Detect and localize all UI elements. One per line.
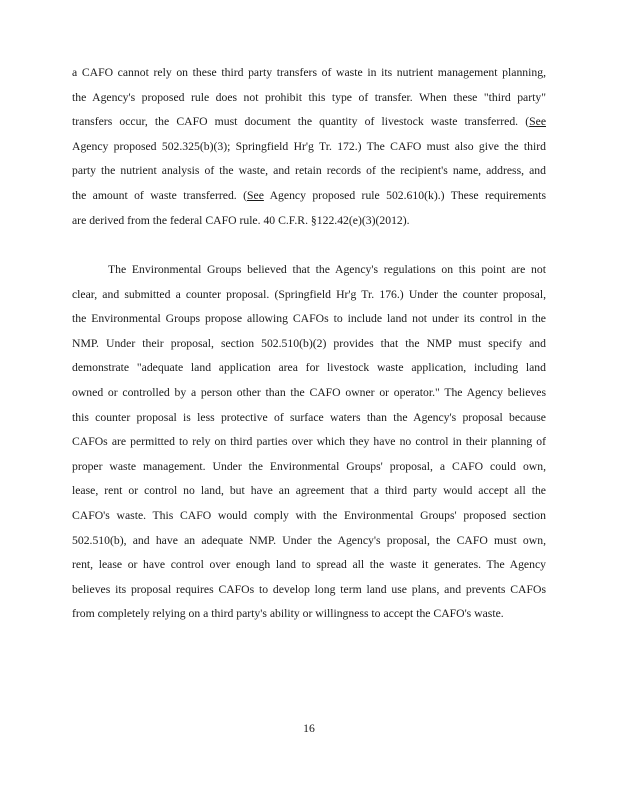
text-line: The Environmental Groups believed that the Agency's regulations on this point are not [108, 263, 546, 276]
text-line [72, 110, 546, 135]
text-line: are derived from the federal CAFO rule. 40 C.F.R. §122.42(e)(3)(2012). [72, 213, 410, 227]
page-number: 16 [303, 722, 315, 735]
see-citation: See [529, 115, 546, 129]
text-line: NMP. Under their proposal, section 502.510(b)(2) provides that the NMP must specify and [72, 336, 546, 350]
see-citation: See [247, 188, 264, 202]
text-line: from completely relying on a third party's ability or willingness to accept the CAFO's waste. [72, 607, 504, 621]
text-line: demonstrate "adequate land application area for livestock waste application, including land [72, 361, 546, 375]
text-line: party the nutrient analysis of the waste, and retain records of the recipient's name, address, and [72, 164, 546, 178]
text-line: 502.510(b), and have an adequate NMP. Under the Agency's proposal, the CAFO must own, [72, 533, 546, 547]
text-line [72, 184, 546, 209]
text-line: this counter proposal is less protective of surface waters than the Agency's proposal because [72, 410, 546, 424]
text-line: the Agency's proposed rule does not prohibit this type of transfer. When these "third party" [72, 90, 546, 104]
text-line: clear, and submitted a counter proposal. (Springfield Hr'g Tr. 176.) Under the counter proposal, [72, 287, 546, 301]
text-line: lease, rent or control no land, but have an agreement that a third party would accept all the [72, 484, 546, 498]
paragraph-2 [72, 258, 546, 627]
text-run: transfers occur, the CAFO must document the quantity of livestock waste transferred. ( [72, 115, 530, 129]
text-run: Agency proposed rule 502.610(k).) These requirements [263, 188, 546, 202]
text-line: rent, lease or have control over enough land to spread all the waste it generates. The Agency [72, 558, 546, 572]
text-line: believes its proposal requires CAFOs to develop long term land use plans, and prevents CAFOs [72, 582, 546, 596]
text-line: a CAFO cannot rely on these third party transfers of waste in its nutrient management planning, [72, 66, 546, 79]
text-line: CAFOs are permitted to rely on third parties over which they have no control in their planning of [72, 435, 546, 449]
paragraph-1 [72, 61, 546, 233]
text-line: the Environmental Groups propose allowing CAFOs to include land not under its control in the [72, 312, 546, 326]
text-run: the amount of waste transferred. ( [72, 188, 247, 202]
text-line: owned or controlled by a person other than the CAFO owner or operator." The Agency believes [72, 385, 546, 399]
text-line: proper waste management. Under the Environmental Groups' proposal, a CAFO could own, [72, 459, 546, 473]
text-line: Agency proposed 502.325(b)(3); Springfield Hr'g Tr. 172.) The CAFO must also give the third [72, 139, 546, 153]
text-line: CAFO's waste. This CAFO would comply with the Environmental Groups' proposed section [72, 508, 546, 522]
